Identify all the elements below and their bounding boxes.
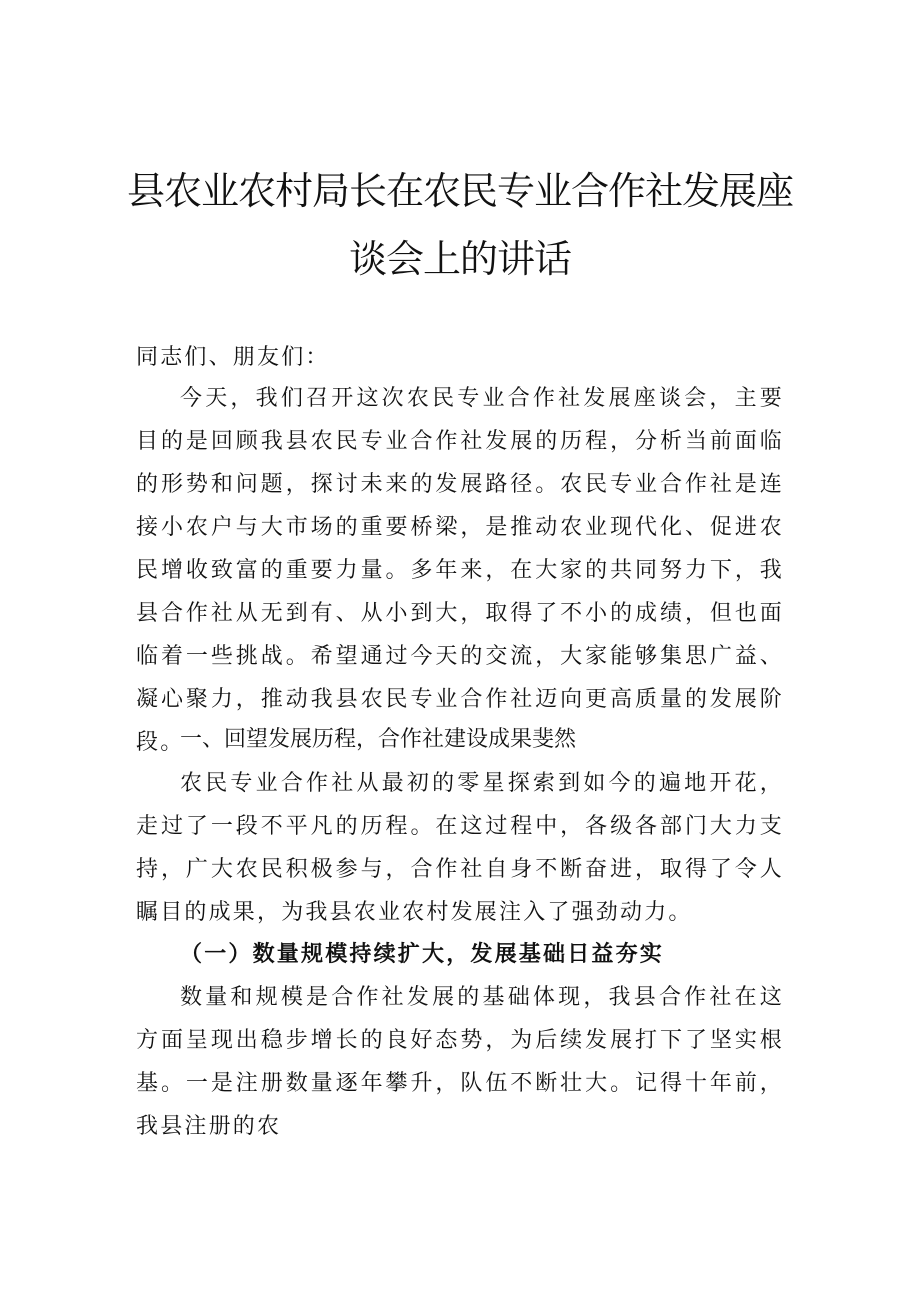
paragraph-intro: 今天，我们召开这次农民专业合作社发展座谈会，主要目的是回顾我县农民专业合作社发展的历程，分析当前面临的形势和问题，探讨未来的发展路径。农民专业合作社是连接小农户与大市场的重要桥梁，是推动农业现代化、促进农民增收致富的重要力量。多年来，在大家的共同努力下，我县合作社从无到有、从小到大，取得了不小的成绩，但也面临着一些挑战。希望通过今天的交流，大家能够集思广益、凝心聚力，推动我县农民专业合作社迈向更高质量的发展阶段。: [136, 386, 784, 755]
paragraph-subsection-1: 数量和规模是合作社发展的基础体现，我县合作社在这方面呈现出稳步增长的良好态势，为后续发展打下了坚实根基。一是注册数量逐年攀升，队伍不断壮大。记得十年前，我县注册的农: [136, 985, 784, 1139]
paragraph-section-1: 农民专业合作社从最初的零星探索到如今的遍地开花，走过了一段不平凡的历程。在这过程中，各级各部门大力支持，广大农民积极参与，合作社自身不断奋进，取得了令人瞩目的成果，为我县农业农村发展注入了强劲动力。: [136, 771, 784, 925]
document-title-line-2: 谈会上的讲话: [348, 237, 571, 281]
salutation: 同志们、朋友们：: [136, 345, 330, 370]
document-title-line-1: 县农业农村局长在农民专业合作社发展座: [126, 169, 793, 213]
section-heading-1: 一、回望发展历程，合作社建设成果斐然: [180, 727, 577, 752]
subsection-heading-1: （一）数量规模持续扩大，发展基础日益夯实: [180, 941, 665, 967]
